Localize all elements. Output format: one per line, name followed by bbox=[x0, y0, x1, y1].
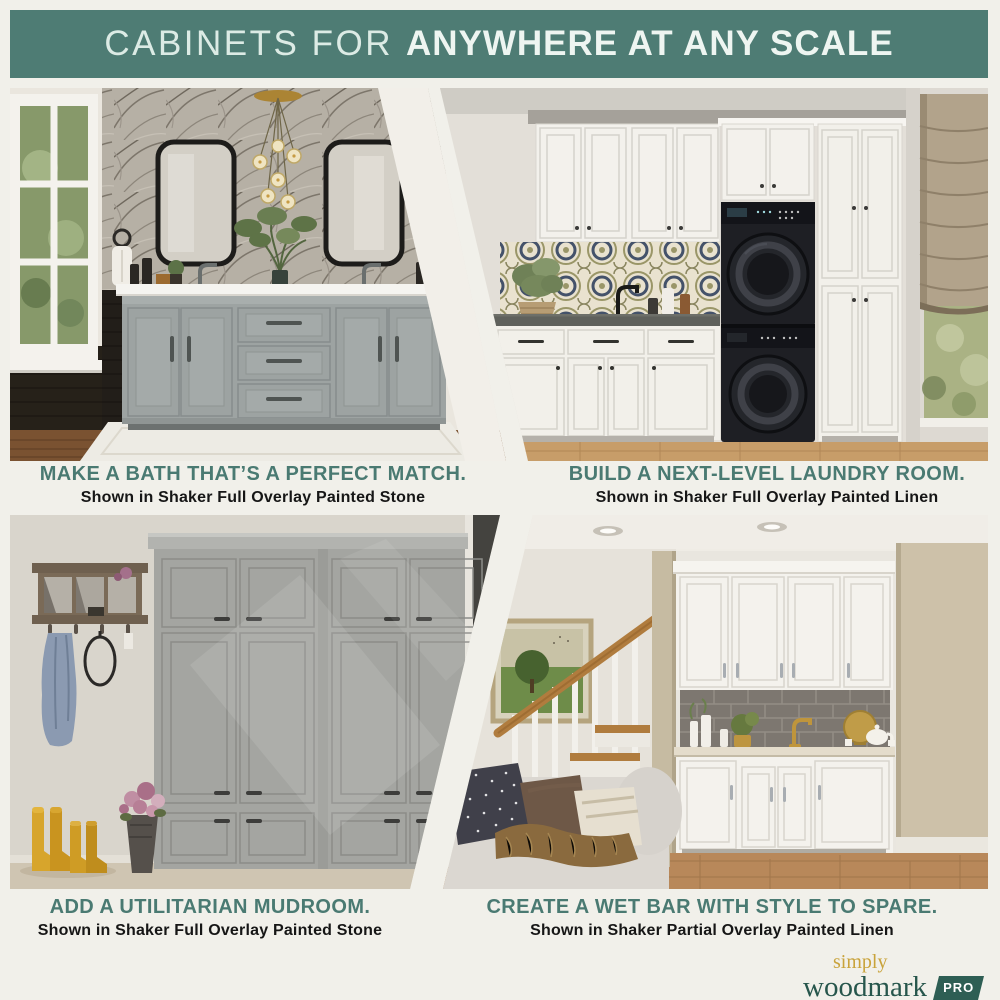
bathroom-illustration bbox=[10, 88, 510, 461]
wetbar-illustration bbox=[440, 515, 988, 889]
wetbar-photo bbox=[440, 515, 988, 889]
wetbar-headline: CREATE A WET BAR WITH STYLE TO SPARE. bbox=[486, 896, 938, 918]
caption-wetbar bbox=[482, 896, 942, 940]
mudroom-cabinet bbox=[148, 533, 484, 869]
hanging-robe bbox=[42, 633, 77, 746]
mudroom-shelf bbox=[32, 563, 148, 634]
washer-dryer-stack bbox=[718, 118, 818, 442]
mudroom-photo bbox=[10, 515, 502, 889]
roman-shade bbox=[920, 94, 988, 315]
laundry-pantry-cabinet bbox=[814, 118, 906, 442]
caption-bathroom bbox=[13, 463, 493, 507]
laundry-lower-cabinets bbox=[492, 326, 720, 442]
logo-woodmark: woodmark bbox=[803, 971, 928, 1000]
laundry-subline: Shown in Shaker Full Overlay Painted Linen bbox=[595, 489, 939, 506]
bathroom-subline: Shown in Shaker Full Overlay Painted Stone bbox=[80, 489, 426, 506]
wetbar-subline: Shown in Shaker Partial Overlay Painted Linen bbox=[530, 922, 894, 939]
logo-pro-text: PRO bbox=[943, 979, 975, 995]
logo-simply: simply bbox=[833, 951, 888, 973]
logo-pro-badge bbox=[933, 976, 984, 1000]
laundry-headline: BUILD A NEXT-LEVEL LAUNDRY ROOM. bbox=[568, 463, 966, 485]
brand-logo bbox=[803, 952, 981, 1000]
mudroom-subline: Shown in Shaker Full Overlay Painted Stone bbox=[37, 922, 383, 939]
laundry-photo bbox=[440, 88, 988, 461]
sofa bbox=[440, 763, 682, 889]
bath-vanity bbox=[122, 296, 446, 430]
laundry-window bbox=[920, 302, 988, 427]
wetbar-cabinets bbox=[673, 551, 896, 875]
banner-prefix: CABINETS FOR bbox=[104, 24, 393, 63]
bathroom-headline: MAKE A BATH THAT’S A PERFECT MATCH. bbox=[39, 463, 467, 485]
hook-accessory bbox=[124, 633, 133, 649]
banner-emphasis: ANYWHERE AT ANY SCALE bbox=[405, 24, 894, 63]
laundry-upper-cabinets bbox=[536, 124, 720, 242]
mudroom-illustration bbox=[10, 515, 502, 889]
laundry-illustration bbox=[440, 88, 988, 461]
bathroom-photo bbox=[10, 88, 510, 461]
caption-laundry bbox=[527, 463, 1000, 507]
header-banner bbox=[10, 10, 988, 78]
caption-mudroom bbox=[0, 896, 420, 940]
mudroom-headline: ADD A UTILITARIAN MUDROOM. bbox=[49, 896, 371, 918]
